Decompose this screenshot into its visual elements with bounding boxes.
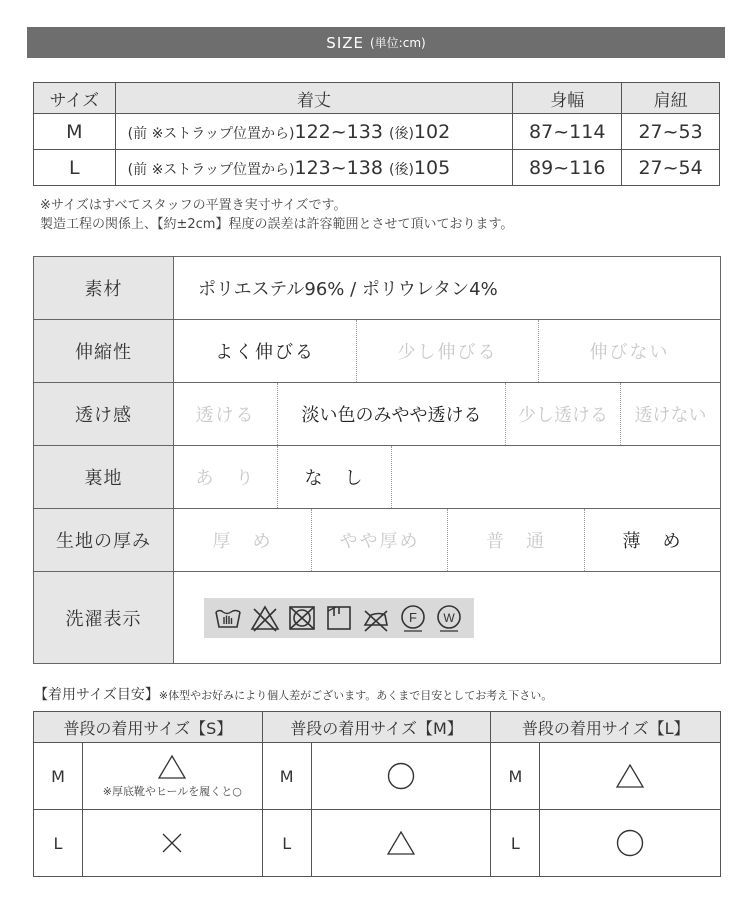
dry-clean-f-icon bbox=[398, 603, 428, 633]
fit-title-main: 【着用サイズ目安】 bbox=[34, 687, 159, 703]
thickness-option: やや厚め bbox=[312, 509, 448, 571]
fit-column-header: 普段の着用サイズ【L】 bbox=[491, 712, 720, 743]
thickness-option: 薄 め bbox=[622, 531, 683, 552]
spec-row-sheer bbox=[34, 383, 720, 446]
fit-size-label: M bbox=[263, 743, 312, 809]
sheer-option: 透ける bbox=[174, 383, 278, 445]
sheer-option: 少し透ける bbox=[506, 383, 621, 445]
fit-size-label: L bbox=[263, 810, 312, 876]
circle-icon bbox=[386, 761, 416, 791]
stretch-option: 少し伸びる bbox=[357, 320, 539, 382]
spec-label: 生地の厚み bbox=[34, 509, 174, 571]
fit-size-label: M bbox=[34, 743, 83, 809]
fit-mark-cell bbox=[83, 810, 262, 876]
triangle-icon bbox=[157, 754, 187, 780]
size-unit: (単位:cm) bbox=[370, 36, 426, 50]
chake-back-label: (後) bbox=[388, 161, 414, 178]
size-table-header-row bbox=[34, 83, 720, 114]
fit-mark-cell bbox=[312, 743, 491, 809]
fit-size-label: L bbox=[491, 810, 540, 876]
header-size: サイズ bbox=[34, 83, 116, 114]
katahimo-cell: 27~53 bbox=[622, 114, 720, 150]
fit-column-s bbox=[34, 712, 263, 876]
chake-cell bbox=[115, 114, 513, 150]
spec-row-stretch bbox=[34, 320, 720, 383]
fit-mark-cell bbox=[83, 743, 262, 809]
no-tumble-dry-icon bbox=[287, 603, 317, 633]
spec-label: 洗濯表示 bbox=[34, 572, 174, 663]
fit-guide-title bbox=[34, 684, 552, 704]
chake-back-label: (後) bbox=[388, 125, 414, 142]
wet-clean-w-icon bbox=[434, 603, 464, 633]
line-dry-icon bbox=[324, 603, 354, 633]
note-line: 製造工程の関係上、【約±2cm】程度の誤差は許容範囲とさせて頂いております。 bbox=[40, 217, 514, 232]
spec-row-thickness bbox=[34, 509, 720, 572]
size-section-header bbox=[27, 27, 725, 58]
katahimo-cell: 27~54 bbox=[622, 150, 720, 186]
size-title: SIZE bbox=[326, 33, 364, 52]
fit-column-m bbox=[263, 712, 492, 876]
mihaba-cell: 89~116 bbox=[513, 150, 622, 186]
lining-option: あ り bbox=[174, 446, 278, 508]
sheer-option: 淡い色のみやや透ける bbox=[278, 383, 506, 445]
size-table bbox=[33, 82, 720, 186]
fit-column-l bbox=[491, 712, 720, 876]
material-value: ポリエステル96% / ポリウレタン4% bbox=[198, 279, 498, 300]
triangle-icon bbox=[615, 763, 645, 789]
chake-front: 123~138 bbox=[294, 156, 383, 179]
stretch-options bbox=[174, 320, 720, 382]
size-cell: L bbox=[34, 150, 116, 186]
lining-empty bbox=[392, 446, 720, 508]
size-cell: M bbox=[34, 114, 116, 150]
fit-size-label: M bbox=[491, 743, 540, 809]
low-iron-icon bbox=[361, 603, 391, 633]
chake-back: 105 bbox=[413, 156, 451, 179]
hand-wash-icon bbox=[213, 603, 243, 633]
chake-back: 102 bbox=[413, 120, 451, 143]
header-katahimo: 肩紐 bbox=[622, 83, 720, 114]
table-row bbox=[34, 810, 262, 876]
chake-prefix: (前 ※ストラップ位置から) bbox=[127, 125, 295, 142]
fit-size-label: L bbox=[34, 810, 83, 876]
thickness-options bbox=[174, 509, 720, 571]
dry-clean-letter: F bbox=[408, 609, 417, 625]
table-row bbox=[34, 114, 720, 150]
spec-row-material bbox=[34, 257, 720, 320]
stretch-option: よく伸びる bbox=[174, 320, 357, 382]
lining-options bbox=[174, 446, 720, 508]
fit-guide-table bbox=[33, 711, 721, 877]
stretch-option: 伸びない bbox=[589, 342, 670, 363]
header-chake: 着丈 bbox=[115, 83, 513, 114]
fit-column-header: 普段の着用サイズ【M】 bbox=[263, 712, 491, 743]
table-row bbox=[263, 810, 491, 876]
care-value bbox=[174, 572, 720, 663]
fit-note: ※厚底靴やヒールを履くと○ bbox=[102, 784, 242, 798]
table-row bbox=[491, 743, 720, 810]
chake-prefix: (前 ※ストラップ位置から) bbox=[127, 161, 295, 178]
table-row bbox=[34, 150, 720, 186]
sheer-options bbox=[174, 383, 720, 445]
cross-icon bbox=[160, 831, 184, 855]
thickness-option: 厚 め bbox=[174, 509, 312, 571]
spec-table bbox=[33, 256, 721, 664]
header-mihaba: 身幅 bbox=[513, 83, 622, 114]
triangle-icon bbox=[386, 830, 416, 856]
spec-row-lining bbox=[34, 446, 720, 509]
no-bleach-icon bbox=[250, 603, 280, 633]
table-row bbox=[34, 743, 262, 810]
fit-mark-cell bbox=[540, 743, 720, 809]
spec-label: 素材 bbox=[34, 257, 174, 319]
lining-option: な し bbox=[278, 446, 392, 508]
spec-label: 裏地 bbox=[34, 446, 174, 508]
wet-clean-letter: W bbox=[443, 610, 456, 625]
care-label-strip bbox=[204, 598, 474, 638]
chake-cell bbox=[115, 150, 513, 186]
thickness-option: 普 通 bbox=[448, 509, 585, 571]
table-row bbox=[491, 810, 720, 876]
table-row bbox=[263, 743, 491, 810]
spec-label: 伸縮性 bbox=[34, 320, 174, 382]
mihaba-cell: 87~114 bbox=[513, 114, 622, 150]
sheer-option: 透けない bbox=[634, 405, 707, 426]
circle-icon bbox=[615, 828, 645, 858]
spec-label: 透け感 bbox=[34, 383, 174, 445]
chake-front: 122~133 bbox=[294, 120, 383, 143]
size-notes bbox=[40, 196, 513, 234]
note-line: ※サイズはすべてスタッフの平置き実寸サイズです。 bbox=[40, 198, 347, 213]
fit-column-header: 普段の着用サイズ【S】 bbox=[34, 712, 262, 743]
fit-mark-cell bbox=[312, 810, 491, 876]
fit-mark-cell bbox=[540, 810, 720, 876]
fit-title-note: ※体型やお好みにより個人差がございます。あくまで目安としてお考え下さい。 bbox=[158, 689, 553, 702]
spec-row-care bbox=[34, 572, 720, 663]
